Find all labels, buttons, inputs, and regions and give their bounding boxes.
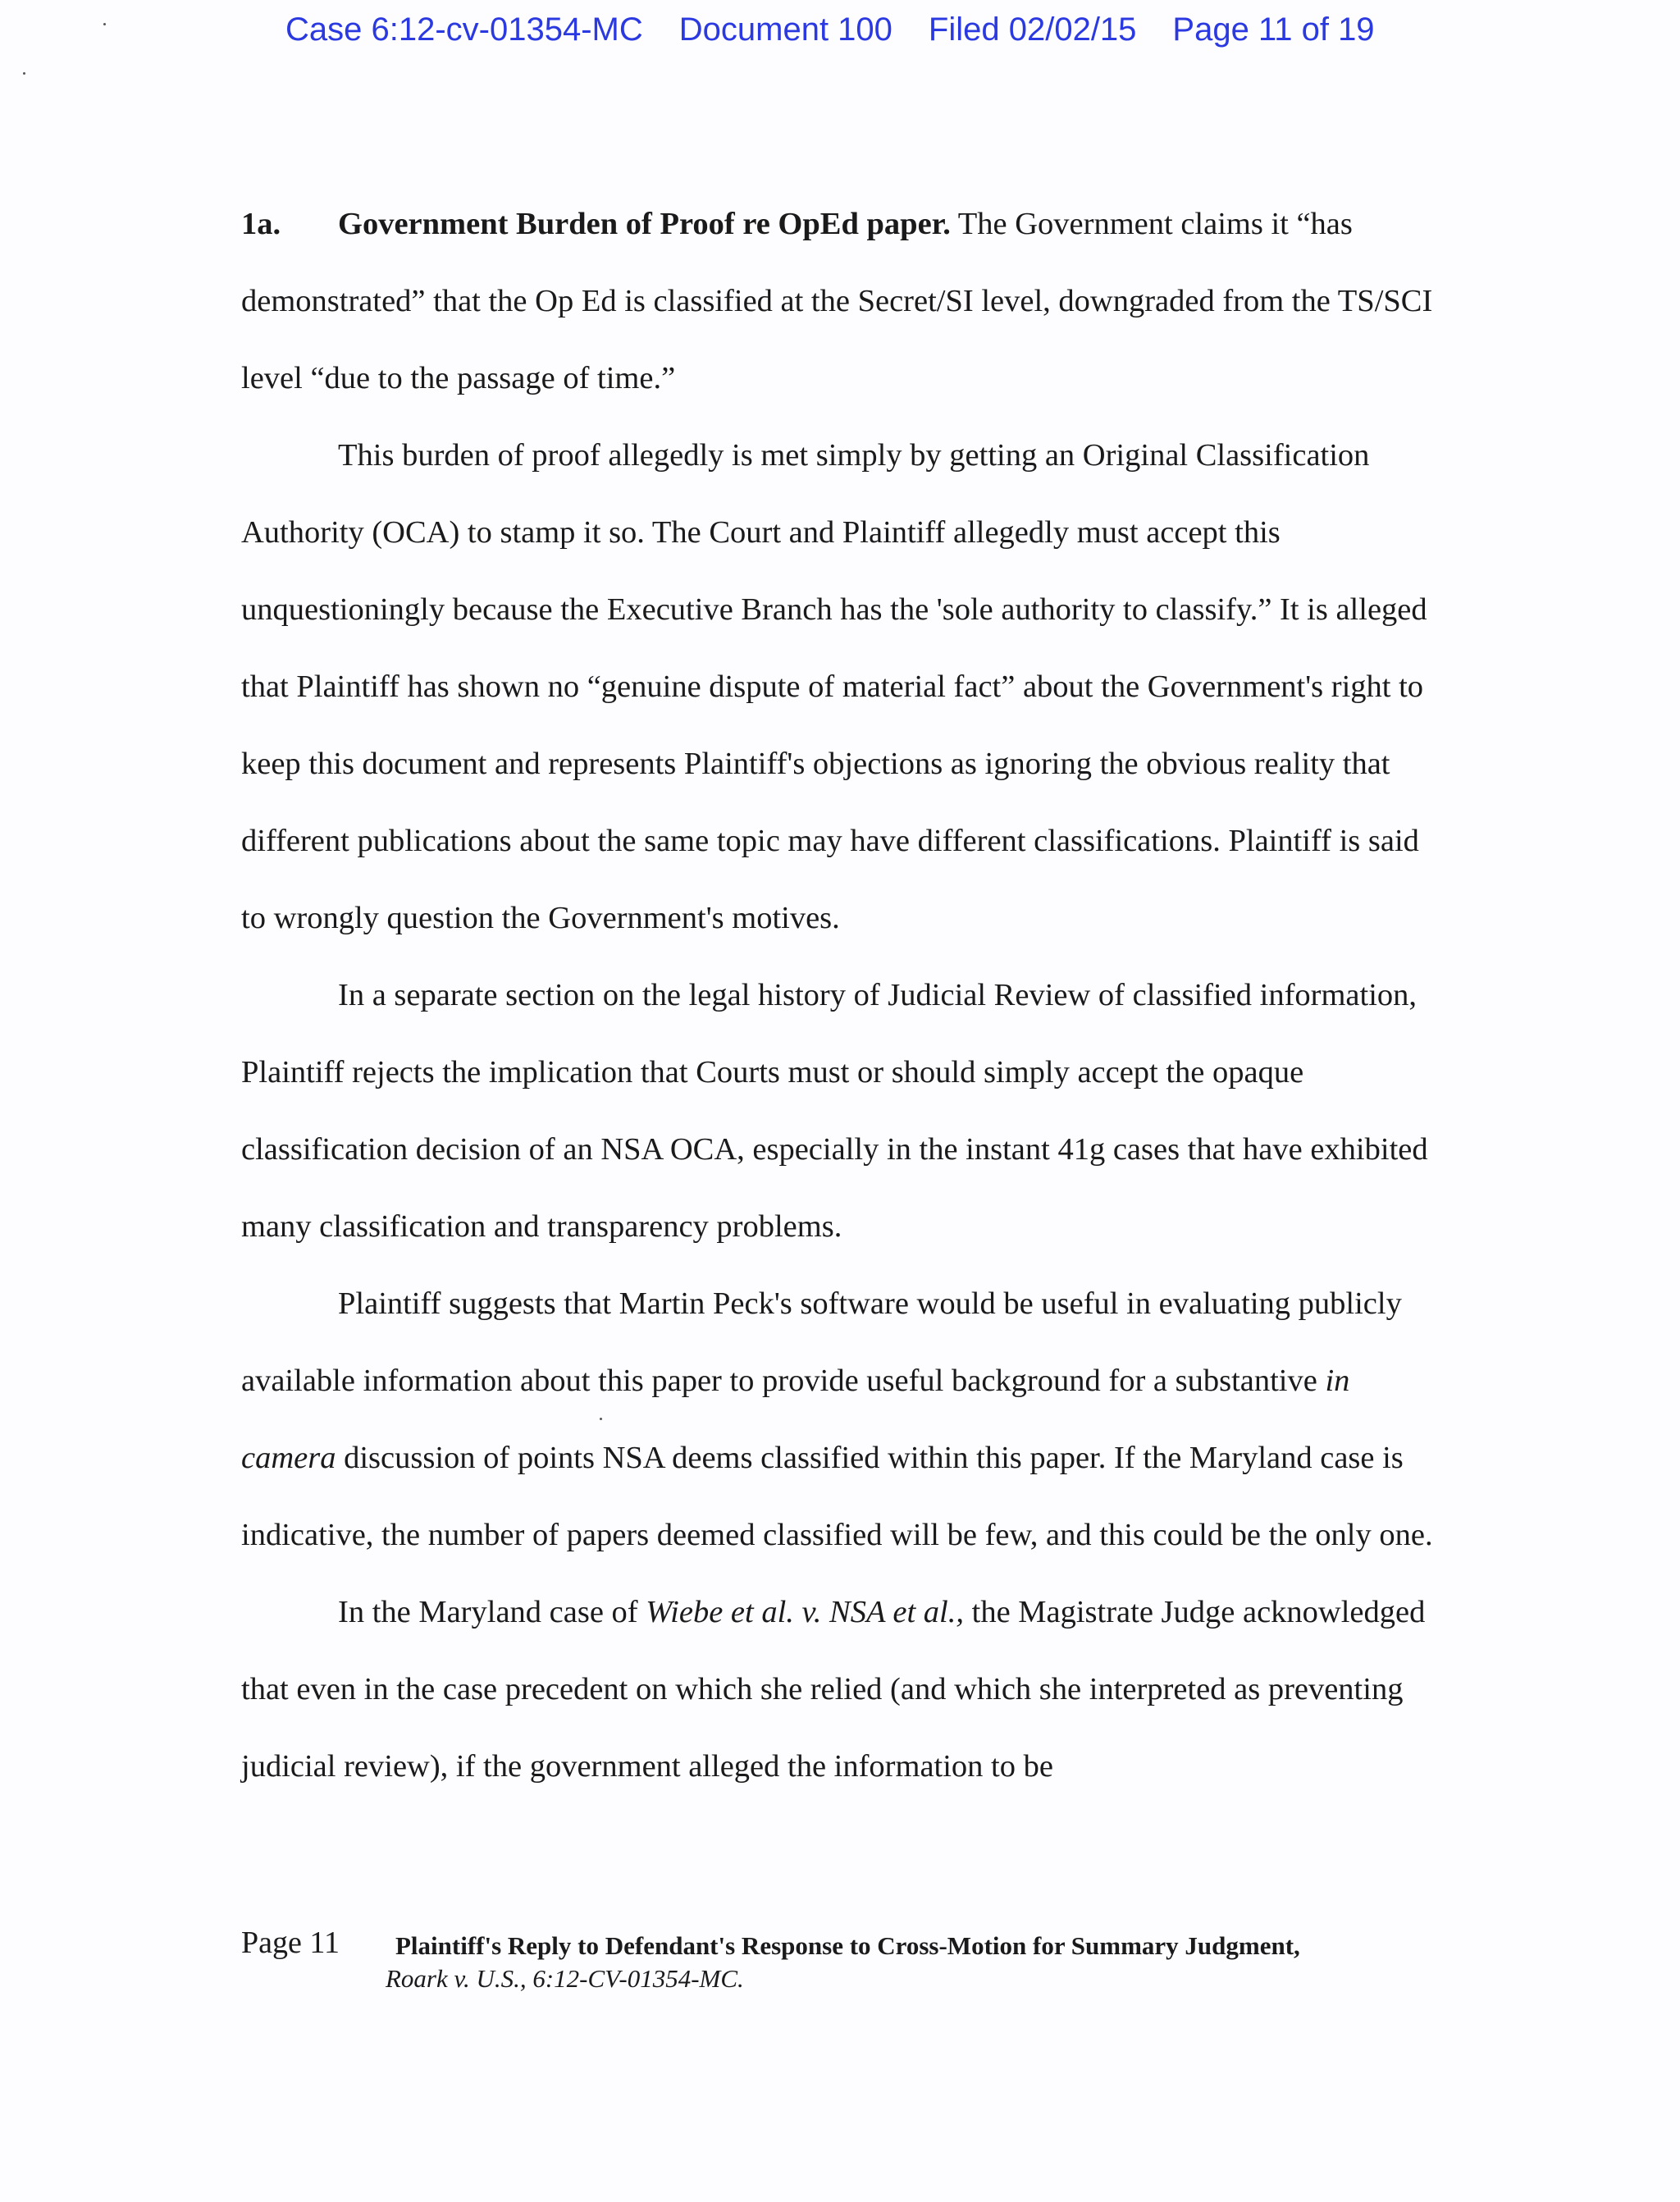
scan-speck <box>103 23 106 25</box>
scan-speck <box>600 1418 602 1420</box>
page-count: Page 11 of 19 <box>1172 11 1375 48</box>
italic-term: in camera <box>241 1364 1350 1475</box>
document-body <box>241 185 1447 1805</box>
filed-date: Filed 02/02/15 <box>928 11 1137 48</box>
section-heading-paragraph <box>241 185 1447 417</box>
paragraph-text: the Magistrate Judge acknowledged that even in the case precedent on which she relied (and which she interpreted as preventing judicial review), if the government alleged the information to be <box>241 1595 1426 1784</box>
footer-case-citation: Roark v. U.S., 6:12-CV-01354-MC. <box>386 1964 744 1993</box>
court-filing-header <box>285 11 1375 48</box>
document-number: Document 100 <box>678 11 892 48</box>
paragraph-text: Plaintiff suggests that Martin Peck's software would be useful in evaluating publicly available information about this paper to provide useful background for a substantive <box>241 1286 1402 1398</box>
footer-document-title: Plaintiff's Reply to Defendant's Response to Cross-Motion for Summary Judgment, <box>395 1931 1300 1960</box>
section-number: 1a. <box>241 207 281 241</box>
case-citation-italic: Wiebe et al. v. NSA et al., <box>646 1595 964 1629</box>
paragraph-burden-of-proof: This burden of proof allegedly is met simply by getting an Original Classification Authority (OCA) to stamp it so. The Court and Plaintiff allegedly must accept this unquestioningly because the Executive Branch has the 'sole authority to classify.” It is alleged that Plaintiff has shown no “genuine dispute of material fact” about the Government's right to keep this document and represents Plaintiff's objections as ignoring the obvious reality that different publications about the same topic may have different classifications. Plaintiff is said to wrongly question the Government's motives. <box>241 438 1427 935</box>
section-title: Government Burden of Proof re OpEd paper. <box>338 207 951 241</box>
paragraph-judicial-review: In a separate section on the legal history of Judicial Review of classified information, Plaintiff rejects the implication that Courts must or should simply accept the opaque classification decision of an NSA OCA, especially in the instant 41g cases that have exhibited many classification and transparency problems. <box>241 978 1428 1244</box>
scan-speck <box>23 72 25 75</box>
paragraph-text: discussion of points NSA deems classified within this paper. If the Maryland case is indicative, the number of papers deemed classified will be few, and this could be the only one. <box>241 1441 1433 1552</box>
paragraph-software-suggestion <box>241 1265 1447 1574</box>
paragraph-text: In the Maryland case of <box>338 1595 646 1629</box>
footer-page-number: Page 11 <box>241 1926 340 1960</box>
page-footer <box>241 1925 1300 1994</box>
section-lead-text: The Government claims it “has demonstrated” that the Op Ed is classified at the Secret/SI level, downgraded from the TS/SCI level “due to the passage of time.” <box>241 207 1433 395</box>
case-number: Case 6:12-cv-01354-MC <box>285 11 643 48</box>
paragraph-maryland-case <box>241 1574 1447 1805</box>
